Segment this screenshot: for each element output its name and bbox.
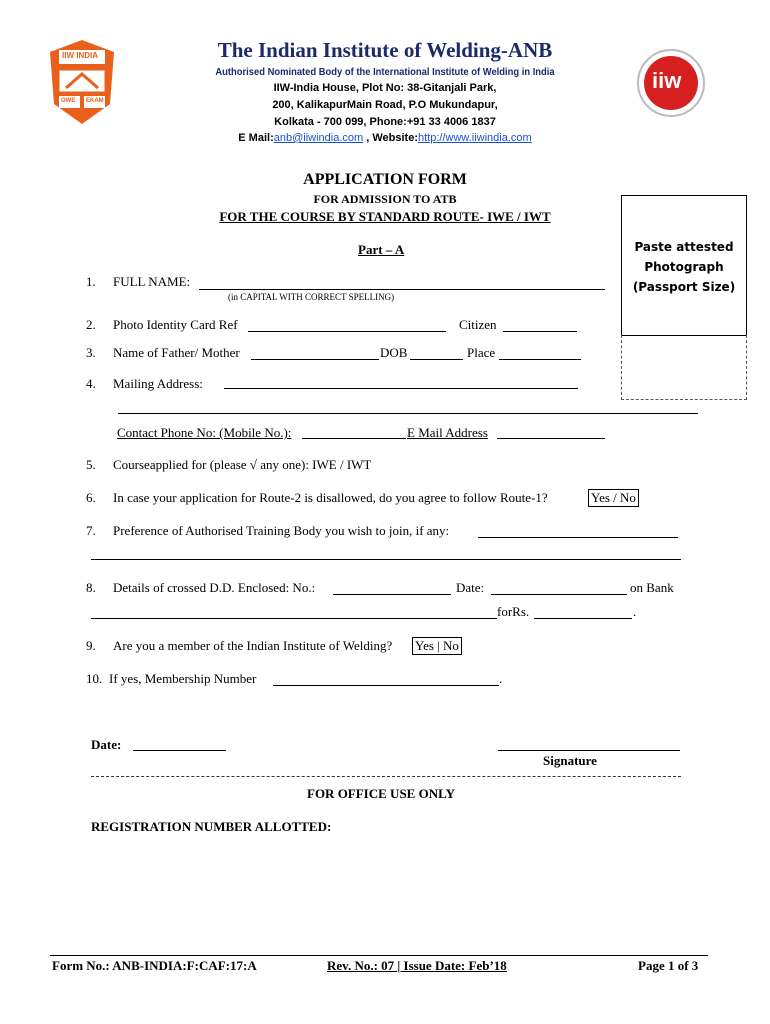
institute-title: The Indian Institute of Welding-ANB [217,38,553,62]
q10-number: 10. [86,671,103,686]
q3-label: Name of Father/ Mother [113,345,240,360]
q3-dob-label: DOB [380,345,408,360]
dob-field[interactable] [410,359,463,360]
bank-name-field[interactable] [91,618,497,619]
footer-revision: Rev. No.: 07 | Issue Date: Feb’18 [327,958,507,973]
footer-form-number: Form No.: ANB-INDIA:F:CAF:17:A [52,958,257,973]
photo-box [621,195,747,336]
full-name-field[interactable] [199,289,605,290]
route-agree-options[interactable]: Yes / No [588,489,639,507]
q3-place-label: Place [467,345,496,360]
q5-label[interactable]: Courseapplied for (please √ any one): IWE / IWT [113,457,372,472]
photo-dashed-box [621,335,747,400]
logo-left-b2-text: EKAM [86,98,104,104]
photo-id-field[interactable] [248,331,446,332]
q2-number: 2. [86,317,96,332]
logo-right-text: iiw [652,68,682,93]
q8-for-label: forRs. [497,604,530,619]
office-use-heading: FOR OFFICE USE ONLY [307,786,455,801]
q9-label: Are you a member of the Indian Institute of Welding? [113,638,393,653]
amount-field[interactable] [534,618,632,619]
mailing-address-field-2[interactable] [118,413,698,414]
membership-options[interactable]: Yes | No [412,637,462,655]
place-field[interactable] [499,359,581,360]
website-label: , Website: [363,132,418,144]
q9-number: 9. [86,638,96,653]
q2-citizen-label: Citizen [459,317,497,332]
q4-number: 4. [86,376,96,391]
form-title: APPLICATION FORM [303,171,467,188]
parent-name-field[interactable] [251,359,379,360]
q7-label: Preference of Authorised Training Body you wish to join, if any: [113,523,450,538]
q8-label: Details of crossed D.D. Enclosed: No.: [113,580,316,595]
email-address-label: E Mail Address [407,425,488,440]
website-link[interactable]: http://www.iiwindia.com [417,132,532,144]
email-label: E Mail: [238,132,274,144]
form-subtitle-1: FOR ADMISSION TO ATB [313,192,457,206]
photo-text-3: (Passport Size) [632,280,736,294]
dd-number-field[interactable] [333,594,451,595]
dd-date-field[interactable] [491,594,627,595]
signature-label: Signature [543,753,597,768]
q8-bank-label: on Bank [630,580,674,595]
contact-phone-label: Contact Phone No: (Mobile No.): [117,425,292,440]
email-address-field[interactable] [497,438,605,439]
photo-text-1: Paste attested [634,240,734,254]
membership-number-field[interactable] [273,685,499,686]
address-line-1: IIW-India House, Plot No: 38-Gitanjali Park, [273,82,497,94]
registration-label: REGISTRATION NUMBER ALLOTTED: [91,819,332,834]
date-field[interactable] [133,750,226,751]
q3-number: 3. [86,345,96,360]
q10-label: If yes, Membership Number [109,671,257,686]
email-link[interactable]: anb@iiwindia.com [273,132,364,144]
q1-hint: (in CAPITAL WITH CORRECT SPELLING) [228,292,395,302]
footer-page-number: Page 1 of 3 [638,958,699,973]
q6-number: 6. [86,490,96,505]
q1-number: 1. [86,274,96,289]
q10-end: . [499,671,503,686]
mailing-address-field-1[interactable] [224,388,578,389]
q8-date-label: Date: [456,580,485,595]
q2-label: Photo Identity Card Ref [113,317,238,332]
q8-end: . [633,604,637,619]
logo-left-b1-text: OWE [61,98,76,104]
q8-number: 8. [86,580,96,595]
citizen-field[interactable] [503,331,577,332]
q1-label: FULL NAME: [113,274,191,289]
q7-number: 7. [86,523,96,538]
q5-number: 5. [86,457,96,472]
photo-text-2: Photograph [644,260,724,274]
contact-phone-field[interactable] [302,438,406,439]
date-label: Date: [91,737,122,752]
address-line-2: 200, KalikapurMain Road, P.O Mukundapur, [272,99,498,111]
part-a-heading: Part – A [358,242,405,257]
q6-label: In case your application for Route-2 is disallowed, do you agree to follow Route-1? [113,490,548,505]
training-body-field-2[interactable] [91,559,681,560]
training-body-field-1[interactable] [478,537,678,538]
logo-left-top-text: IIW INDIA [62,51,98,60]
form-subtitle-2: FOR THE COURSE BY STANDARD ROUTE- IWE / IWT [219,209,551,224]
contact-line [0,132,770,144]
office-separator [91,776,681,777]
signature-field[interactable] [498,750,680,751]
footer-rule [50,955,708,956]
q4-label: Mailing Address: [113,376,203,391]
institute-subtitle: Authorised Nominated Body of the International Institute of Welding in India [215,67,555,78]
address-line-3: Kolkata - 700 099, Phone:+91 33 4006 1837 [274,116,496,128]
